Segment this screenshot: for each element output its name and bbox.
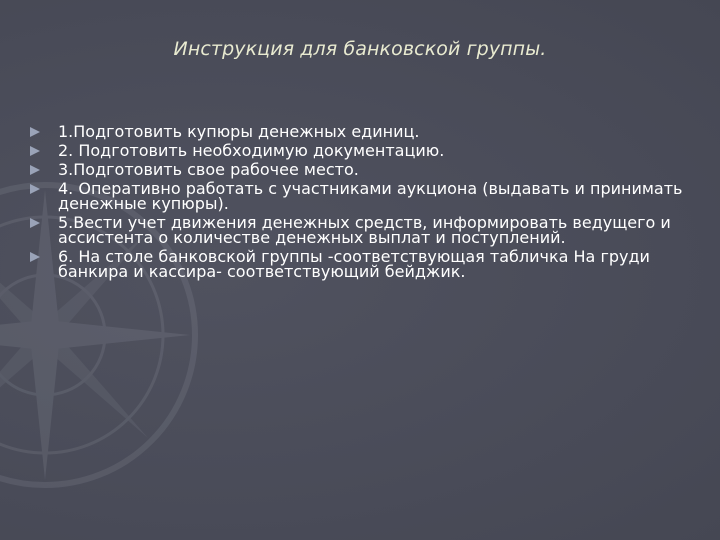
list-item-text: 4. Оперативно работать с участниками аукциона (выдавать и принимать денежные купюры). bbox=[58, 179, 683, 213]
list-item bbox=[30, 143, 690, 158]
list-item bbox=[30, 162, 690, 177]
triangle-right-icon bbox=[30, 218, 40, 228]
slide-title: Инструкция для банковской группы. bbox=[173, 38, 547, 60]
list-item bbox=[30, 181, 690, 211]
list-item-text: 3.Подготовить свое рабочее место. bbox=[58, 160, 359, 179]
triangle-right-icon bbox=[30, 165, 40, 175]
triangle-right-icon bbox=[30, 146, 40, 156]
list-item-text: 5.Вести учет движения денежных средств, информировать ведущего и ассистента о количестве денежных выплат и поступлений. bbox=[58, 213, 671, 247]
list-item bbox=[30, 215, 690, 245]
triangle-right-icon bbox=[30, 252, 40, 262]
list-item bbox=[30, 124, 690, 139]
triangle-right-icon bbox=[30, 127, 40, 137]
triangle-right-icon bbox=[30, 184, 40, 194]
instruction-list bbox=[30, 124, 690, 283]
list-item-text: 2. Подготовить необходимую документацию. bbox=[58, 141, 445, 160]
list-item-text: 1.Подготовить купюры денежных единиц. bbox=[58, 122, 420, 141]
list-item-text: 6. На столе банковской группы -соответствующая табличка На груди банкира и кассира- соответствующий бейджик. bbox=[58, 247, 650, 281]
list-item bbox=[30, 249, 690, 279]
